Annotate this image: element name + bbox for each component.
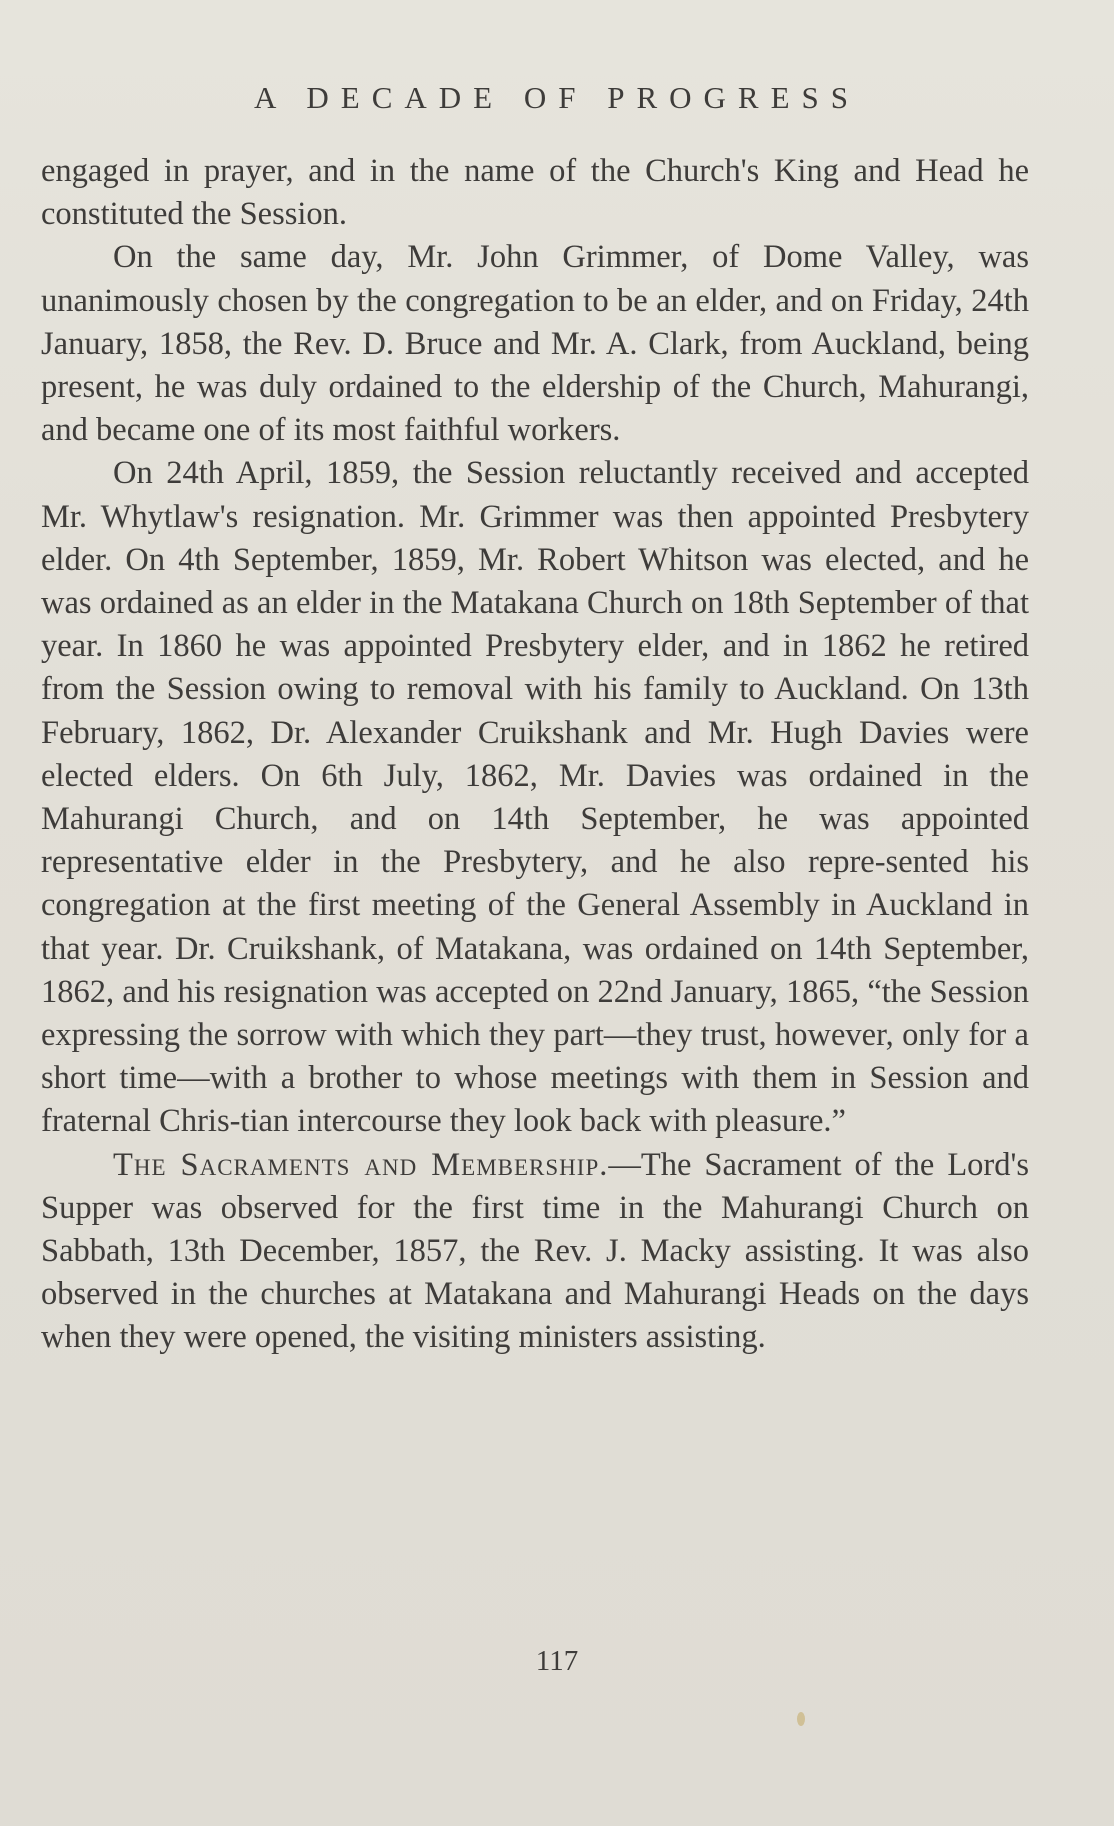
- section-heading-sacraments: The Sacraments and Membership.: [113, 1146, 609, 1183]
- paragraph-session-history: On 24th April, 1859, the Session reluctantly received and accepted Mr. Whytlaw's resignation. Mr. Grimmer was then appointed Presbytery elder. On 4th September, 1859, Mr. Robert Whitson was elected, and he was ordained as an elder in the Matakana Church on 18th September of that year. In 1860 he was appointed Presbytery elder, and in 1862 he retired from the Session owing to removal with his family to Auckland. On 13th February, 1862, Dr. Alexander Cruikshank and Mr. Hugh Davies were elected elders. On 6th July, 1862, Mr. Davies was ordained in the Mahurangi Church, and on 14th September, he was appointed representative elder in the Presbytery, and he also repre-sented his congregation at the first meeting of the General Assembly in Auckland in that year. Dr. Cruikshank, of Matakana, was ordained on 14th September, 1862, and his resignation was accepted on 22nd January, 1865, “the Session expressing the sorrow with which they part—they trust, however, only for a short time—with a brother to whose meetings with them in Session and fraternal Chris-tian intercourse they look back with pleasure.”: [41, 455, 1029, 1140]
- paragraph-sacraments: [41, 1144, 1029, 1360]
- paper-speck: [797, 1712, 805, 1726]
- paragraph-continuation: engaged in prayer, and in the name of the Church's King and Head he constituted the Session.: [41, 153, 1029, 233]
- paragraph-sacraments-body: —The Sacrament of the Lord's Supper was observed for the first time in the Mahurangi Church on Sabbath, 13th December, 1857, the Rev. J. Macky assisting. It was also observed in the churches at Matakana and Mahurangi Heads on the days when they were opened, the visiting ministers assisting.: [41, 1146, 1030, 1356]
- page-number: 117: [535, 1645, 579, 1677]
- running-head: A DECADE OF PROGRESS: [253, 80, 861, 115]
- body-text: [41, 150, 1029, 1360]
- paragraph-grimmer-election: On the same day, Mr. John Grimmer, of Dome Valley, was unanimously chosen by the congregation to be an elder, and on Friday, 24th January, 1858, the Rev. D. Bruce and Mr. A. Clark, from Auckland, being present, he was duly ordained to the eldership of the Church, Mahurangi, and became one of its most faithful workers.: [41, 239, 1029, 449]
